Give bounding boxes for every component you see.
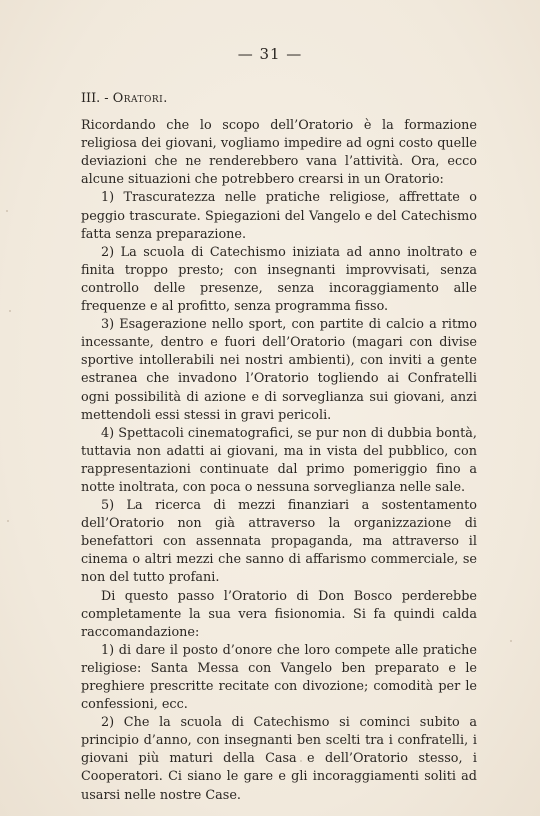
paragraph-item-1: 1) Trascuratezza nelle pratiche religiose, affrettate o peggio trascurate. Spiegazioni del Vangelo e del Catechismo fatta senza preparazione. bbox=[81, 190, 477, 242]
section-title: Oratori. bbox=[112, 91, 168, 106]
paragraph-item-3: 3) Esagerazione nello sport, con partite di calcio a ritmo incessante, dentro e fuori dell’Oratorio (magari con divise sportive intollerabili nei nostri ambienti), con inviti a gente estranea che invadono l’Oratorio togliendo ai Confratelli ogni possibilità di azione e di sorveglianza sui giovani, anzi mettendoli essi stessi in gravi pericoli. bbox=[81, 317, 477, 423]
paragraph-item-5: 5) La ricerca di mezzi finanziari a sostentamento dell’Oratorio non già attraverso la organizzazione di benefattori con assennata propaganda, ma attraverso il cinema o altri mezzi che sanno di affarismo commerciale, se non del tutto profani. bbox=[81, 498, 477, 586]
paragraph-reco-1: 1) di dare il posto d’onore che loro compete alle pratiche religiose: Santa Messa con Vangelo ben preparato e le preghiere prescritte recitate con divozione; comodità per le confessioni, ecc. bbox=[81, 642, 477, 713]
paragraph-item-2: 2) La scuola di Catechismo iniziata ad anno inoltrato e finita troppo presto; con insegnanti improvvisati, senza controllo delle presenze, senza incoraggiamento alle frequenze e al profitto, senza programma fisso. bbox=[81, 244, 477, 315]
paragraph-reco-2: 2) Che la scuola di Catechismo si cominci subito a principio d’anno, con insegnanti ben scelti tra i confratelli, i giovani più maturi della Casa e dell’Oratorio stesso, i Cooperatori. Ci siano le gare e gli incoraggiamenti soliti ad usarsi nelle nostre Case. bbox=[81, 715, 477, 803]
paragraph-intro: Ricordando che lo scopo dell’Oratorio è la formazione religiosa dei giovani, vogliamo impedire ad ogni costo quelle deviazioni che ne renderebbero vana l’attività. Ora, ecco alcune situazioni che potrebbero crearsi in un Oratorio: bbox=[81, 118, 477, 188]
section-numeral: III. - bbox=[81, 91, 113, 106]
page-number: — 31 — bbox=[237, 45, 303, 63]
paragraph-recommendation: Di questo passo l’Oratorio di Don Bosco perderebbe completamente la sua vera fisionomia. Si fa quindi calda raccomandazione: bbox=[81, 588, 477, 640]
section-heading bbox=[81, 90, 477, 108]
body-text bbox=[81, 90, 477, 805]
paragraph-item-4: 4) Spettacoli cinematografici, se pur non di dubbia bontà, tuttavia non adatti ai giovani, ma in vista del pubblico, con rappresentazioni continuate dal primo pomeriggio fino a notte inoltrata, con poca o nessuna sorveglianza nelle sale. bbox=[81, 425, 477, 495]
